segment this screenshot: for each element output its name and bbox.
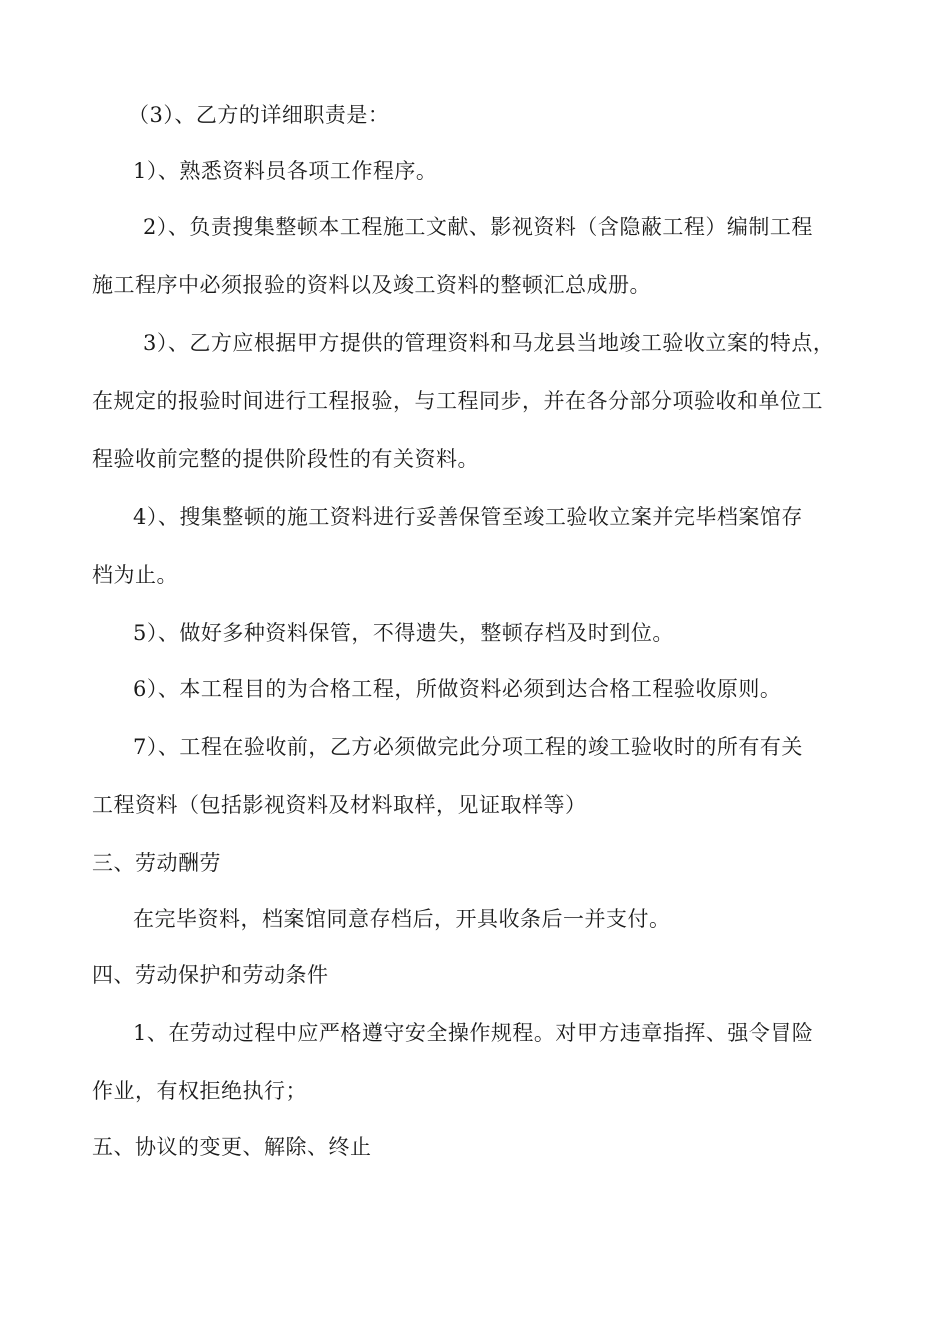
duty-item-3-line-3: 程验收前完整的提供阶段性的有关资料。 (92, 447, 479, 471)
section-heading-5: 五、协议的变更、解除、终止 (92, 1135, 372, 1159)
duty-item-7-line-2: 工程资料（包括影视资料及材料取样，见证取样等） (92, 793, 587, 817)
duty-item-2-line-2: 施工程序中必须报验的资料以及竣工资料的整顿汇总成册。 (92, 273, 651, 297)
subsection-heading-3: （3）、乙方的详细职责是： (128, 103, 390, 127)
duty-item-3-line-2: 在规定的报验时间进行工程报验，与工程同步，并在各分部分项验收和单位工 (92, 389, 823, 413)
duty-item-6: 6）、本工程目的为合格工程，所做资料必须到达合格工程验收原则。 (133, 677, 782, 701)
duty-item-4-line-2: 档为止。 (92, 563, 178, 587)
section-heading-3: 三、劳动酬劳 (92, 851, 221, 875)
section-heading-4: 四、劳动保护和劳动条件 (92, 963, 329, 987)
duty-item-4-line-1: 4）、搜集整顿的施工资料进行妥善保管至竣工验收立案并完毕档案馆存 (133, 505, 803, 529)
duty-item-5: 5）、做好多种资料保管，不得遗失，整顿存档及时到位。 (133, 621, 674, 645)
duty-item-3-line-1: 3）、乙方应根据甲方提供的管理资料和马龙县当地竣工验收立案的特点， (143, 331, 835, 355)
payment-text: 在完毕资料，档案馆同意存档后，开具收条后一并支付。 (133, 907, 671, 931)
duty-item-1: 1）、熟悉资料员各项工作程序。 (133, 159, 438, 183)
duty-item-7-line-1: 7）、工程在验收前，乙方必须做完此分项工程的竣工验收时的所有有关 (133, 735, 803, 759)
protection-item-1-line-1: 1、在劳动过程中应严格遵守安全操作规程。对甲方违章指挥、强令冒险 (133, 1021, 814, 1045)
duty-item-2-line-1: 2）、负责搜集整顿本工程施工文献、影视资料（含隐蔽工程）编制工程 (143, 215, 813, 239)
protection-item-1-line-2: 作业，有权拒绝执行； (92, 1079, 307, 1103)
